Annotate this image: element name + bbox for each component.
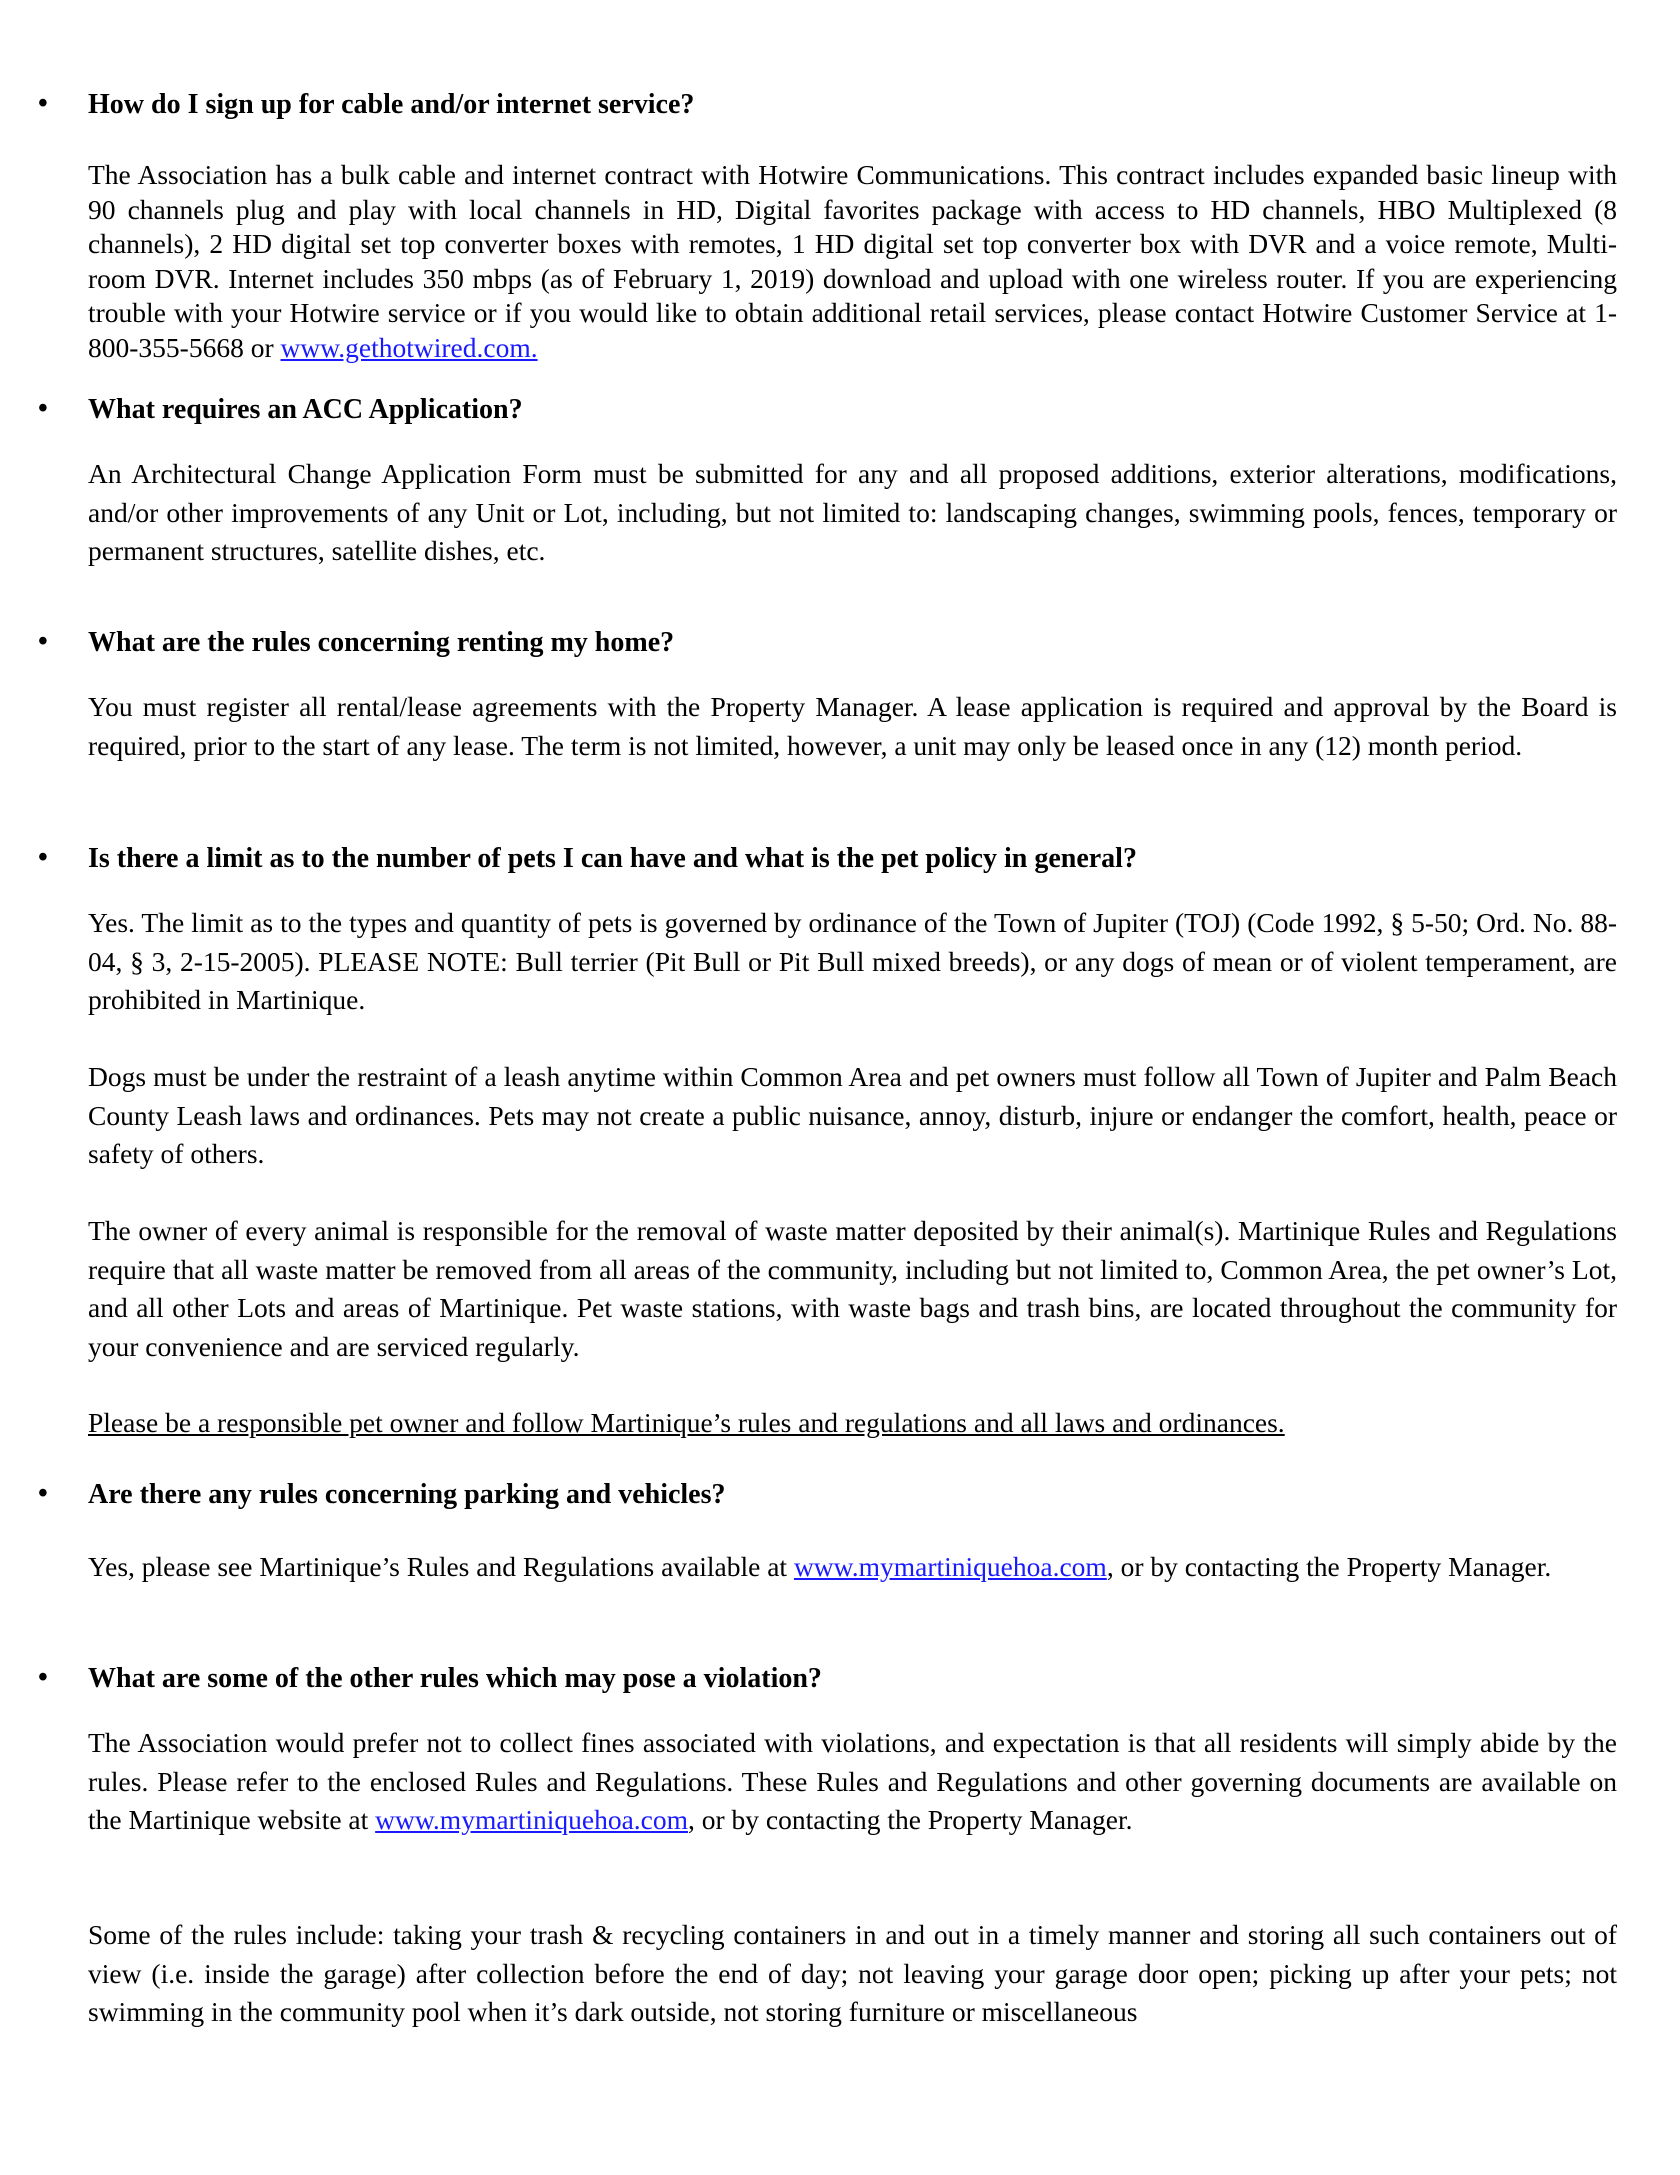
faq-cable-answer-text: The Association has a bulk cable and internet contract with Hotwire Communications. This contract includes expanded basic lineup with 90 channels plug and play with local channels in HD, Digital favorites package with access to HD channels, HBO Multiplexed (8 channels), 2 HD digital set top converter boxes with remotes, 1 HD digital set top converter box with DVR and a voice remote, Multi-room DVR. Internet includes 350 mbps (as of February 1, 2019) download and upload with one wireless router. If you are experiencing trouble with your Hotwire service or if you would like to obtain additional retail services, please contact Hotwire Customer Service at 1-800-355-5668 or bbox=[88, 159, 1617, 363]
pet-owner-reminder: Please be a responsible pet owner and follow Martinique’s rules and regulations and all laws and ordinances. bbox=[88, 1407, 1285, 1438]
hotwire-link[interactable]: www.gethotwired.com. bbox=[280, 331, 538, 363]
faq-parking-answer bbox=[88, 1550, 1617, 1585]
faq-violations-answer-text: The Association would prefer not to collect fines associated with violations, and expectation is that all residents will simply abide by the rules. Please refer to the enclosed Rules and Regulations. These Rules and Regulations and other governing documents are available on the Martinique website at bbox=[88, 1727, 1617, 1835]
bullet: • bbox=[38, 1662, 48, 1693]
faq-violations-answer-tail: , or by contacting the Property Manager. bbox=[688, 1804, 1133, 1835]
bullet: • bbox=[38, 88, 48, 119]
faq-pets-answer-4 bbox=[88, 1404, 1617, 1443]
bullet: • bbox=[38, 1478, 48, 1509]
martinique-hoa-link[interactable]: www.mymartiniquehoa.com bbox=[793, 1551, 1107, 1582]
faq-violations-question: What are some of the other rules which may pose a violation? bbox=[88, 1663, 822, 1694]
martinique-website-link[interactable]: www.mymartiniquehoa.com bbox=[375, 1804, 689, 1835]
faq-acc-question: What requires an ACC Application? bbox=[88, 394, 523, 425]
faq-pets-question: Is there a limit as to the number of pets I can have and what is the pet policy in general? bbox=[88, 843, 1137, 874]
faq-parking-answer-tail: , or by contacting the Property Manager. bbox=[1106, 1551, 1552, 1582]
faq-violations-answer-2: Some of the rules include: taking your trash & recycling containers in and out in a timely manner and storing all such containers out of view (i.e. inside the garage) after collection before the end of day; not leaving your garage door open; picking up after your pets; not swimming in the community pool when it’s dark outside, not storing furniture or miscellaneous bbox=[88, 1919, 1617, 2027]
faq-pets-answer-2: Dogs must be under the restraint of a leash anytime within Common Area and pet owners must follow all Town of Jupiter and Palm Beach County Leash laws and ordinances. Pets may not create a public nuisance, annoy, disturb, injure or endanger the comfort, health, peace or safety of others. bbox=[88, 1061, 1617, 1169]
faq-acc-answer: An Architectural Change Application Form must be submitted for any and all proposed additions, exterior alterations, modifications, and/or other improvements of any Unit or Lot, including, but not limited to: landscaping changes, swimming pools, fences, temporary or permanent structures, satellite dishes, etc. bbox=[88, 458, 1617, 566]
faq-cable-answer bbox=[88, 158, 1617, 365]
bullet: • bbox=[38, 842, 48, 873]
faq-parking-question: Are there any rules concerning parking and vehicles? bbox=[88, 1479, 726, 1510]
faq-pets-answer-3: The owner of every animal is responsible for the removal of waste matter deposited by their animal(s). Martinique Rules and Regulations require that all waste matter be removed from all areas of the community, including but not limited to, Common Area, the pet owner’s Lot, and all other Lots and areas of Martinique. Pet waste stations, with waste bags and trash bins, are located throughout the community for your convenience and are serviced regularly. bbox=[88, 1215, 1617, 1362]
faq-renting-answer: You must register all rental/lease agreements with the Property Manager. A lease application is required and approval by the Board is required, prior to the start of any lease. The term is not limited, however, a unit may only be leased once in any (12) month period. bbox=[88, 691, 1617, 761]
faq-violations-answer-1 bbox=[88, 1724, 1617, 1840]
faq-parking-answer-text: Yes, please see Martinique’s Rules and Regulations available at bbox=[88, 1551, 794, 1582]
bullet: • bbox=[38, 626, 48, 657]
faq-cable-question: How do I sign up for cable and/or internet service? bbox=[88, 89, 695, 120]
bullet: • bbox=[38, 393, 48, 424]
faq-renting-question: What are the rules concerning renting my home? bbox=[88, 627, 675, 658]
faq-pets-answer-1: Yes. The limit as to the types and quantity of pets is governed by ordinance of the Town of Jupiter (TOJ) (Code 1992, § 5-50; Ord. No. 88-04, § 3, 2-15-2005). PLEASE NOTE: Bull terrier (Pit Bull or Pit Bull mixed breeds), or any dogs of mean or of violent temperament, are prohibited in Martinique. bbox=[88, 907, 1617, 1015]
